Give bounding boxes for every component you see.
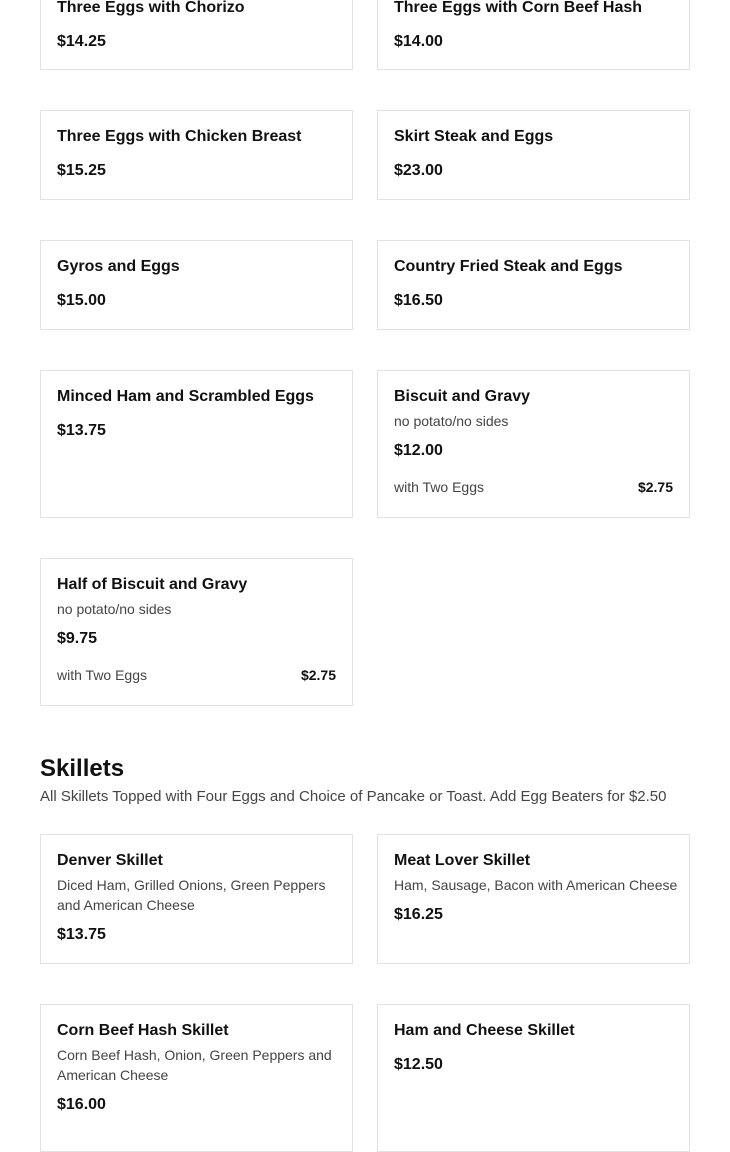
section-title: Skillets: [40, 755, 125, 782]
menu-item-price: $15.25: [57, 162, 106, 179]
menu-item-description: no potato/no sides: [57, 601, 172, 617]
menu-item-name: Three Eggs with Chorizo: [57, 0, 245, 16]
menu-item-half-biscuit-gravy[interactable]: [40, 558, 353, 706]
menu-item-name: Half of Biscuit and Gravy: [57, 576, 248, 593]
menu-item-denver-skillet[interactable]: [40, 834, 353, 964]
menu-item-price: $23.00: [394, 162, 443, 179]
menu-item-three-eggs-chicken-breast[interactable]: [40, 110, 353, 200]
menu-item-meat-lover-skillet[interactable]: [377, 834, 690, 964]
menu-item-price: $16.25: [394, 906, 443, 923]
addon-price: $2.75: [300, 667, 336, 683]
menu-item-name: Three Eggs with Corn Beef Hash: [394, 0, 643, 16]
menu-item-price: $13.75: [57, 422, 106, 439]
menu-item-name: Denver Skillet: [57, 852, 163, 869]
menu-item-country-fried-steak[interactable]: [377, 240, 690, 330]
menu-item-three-eggs-corn-beef-hash[interactable]: [377, 0, 690, 70]
menu-item-ham-cheese-skillet[interactable]: [377, 1004, 690, 1152]
menu-item-name: Gyros and Eggs: [57, 258, 180, 275]
menu-item-gyros-eggs[interactable]: [40, 240, 353, 330]
addon-label: with Two Eggs: [394, 479, 485, 495]
menu-item-price: $12.00: [394, 442, 443, 459]
menu-item-description: Corn Beef Hash, Onion, Green Peppers and American Cheese: [57, 1047, 332, 1083]
menu-item-price: $9.75: [57, 630, 98, 647]
menu-item-name: Ham and Cheese Skillet: [394, 1022, 575, 1039]
menu-item-price: $14.25: [57, 33, 106, 50]
menu-item-name: Biscuit and Gravy: [394, 388, 531, 405]
menu-item-name: Corn Beef Hash Skillet: [57, 1022, 229, 1039]
menu-item-price: $15.00: [57, 292, 106, 309]
menu-item-description: Ham, Sausage, Bacon with American Cheese: [394, 877, 678, 893]
menu-item-price: $12.50: [394, 1056, 443, 1073]
menu-item-addon[interactable]: [57, 665, 336, 685]
menu-item-name: Three Eggs with Chicken Breast: [57, 128, 302, 145]
menu-item-description: Diced Ham, Grilled Onions, Green Peppers and American Cheese: [57, 877, 326, 913]
menu-item-price: $16.50: [394, 292, 443, 309]
menu-item-biscuit-gravy[interactable]: [377, 370, 690, 518]
menu-item-price: $13.75: [57, 926, 106, 943]
menu-item-price: $16.00: [57, 1096, 106, 1113]
section-subtitle: All Skillets Topped with Four Eggs and Choice of Pancake or Toast. Add Egg Beaters for $2.50: [40, 788, 667, 805]
menu-item-name: Meat Lover Skillet: [394, 852, 531, 869]
menu-item-description: no potato/no sides: [394, 413, 509, 429]
menu-item-skirt-steak-eggs[interactable]: [377, 110, 690, 200]
menu-item-price: $14.00: [394, 33, 443, 50]
menu-item-minced-ham[interactable]: [40, 370, 353, 518]
menu-item-name: Minced Ham and Scrambled Eggs: [57, 388, 314, 405]
menu-item-three-eggs-chorizo[interactable]: [40, 0, 353, 70]
menu-item-name: Country Fried Steak and Eggs: [394, 258, 623, 275]
menu-item-addon[interactable]: [394, 477, 673, 497]
menu-item-corn-beef-hash-skillet[interactable]: [40, 1004, 353, 1152]
addon-label: with Two Eggs: [57, 667, 148, 683]
menu-item-name: Skirt Steak and Eggs: [394, 128, 554, 145]
addon-price: $2.75: [637, 479, 673, 495]
